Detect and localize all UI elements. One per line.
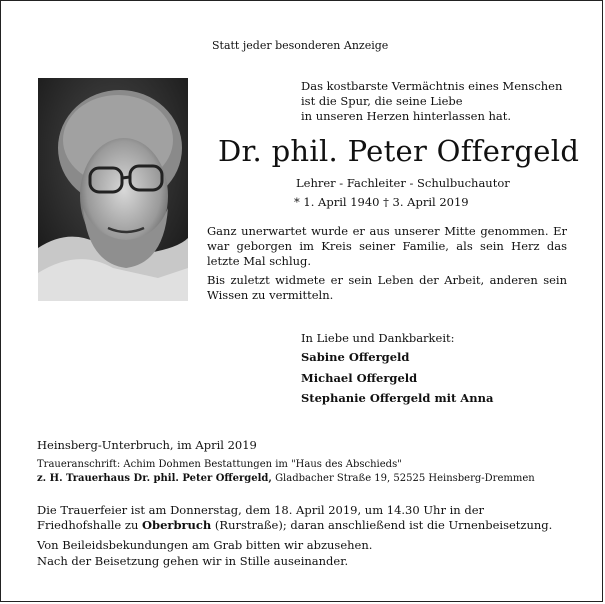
family-member: Stephanie Offergeld mit Anna [301,391,494,405]
condolence-note: Von Beileidsbekundungen am Grab bitten wir abzusehen. [37,538,373,552]
mourning-address: Traueranschrift: Achim Dohmen Bestattungen im "Haus des Abschieds" [37,459,402,470]
life-dates: * 1. April 1940 † 3. April 2019 [294,195,469,209]
family-member: Sabine Offergeld [301,350,410,364]
address-recipient: z. H. Trauerhaus Dr. phil. Peter Offergeld, [37,473,272,484]
header-text: Statt jeder besonderen Anzeige [212,39,389,52]
quote-line: in unseren Herzen hinterlassen hat. [301,109,512,123]
funeral-info [37,503,567,533]
quote-line: Das kostbarste Vermächtnis eines Menschen [301,79,563,93]
deceased-name: Dr. phil. Peter Offergeld [218,134,580,168]
funeral-place: Oberbruch [142,518,212,532]
thanks-heading: In Liebe und Dankbarkeit: [301,331,455,345]
deceased-roles: Lehrer - Fachleiter - Schulbuchautor [296,176,510,190]
quote-line: ist die Spur, die seine Liebe [301,94,463,108]
burial-note: Nach der Beisetzung gehen wir in Stille auseinander. [37,554,349,568]
mourning-address-detail [37,473,535,485]
obituary-paragraph: Bis zuletzt widmete er sein Leben der Arbeit, anderen sein Wissen zu vermitteln. [207,273,567,302]
funeral-info-text: (Rurstraße); daran anschließend ist die Urnenbeisetzung. [211,518,553,532]
address-street: Gladbacher Straße 19, 52525 Heinsberg-Dremmen [271,473,535,484]
obituary-paragraph: Ganz unerwartet wurde er aus unserer Mitte genommen. Er war geborgen im Kreis seiner Familie, als sein Herz das letzte Mal schlug. [207,224,567,268]
place-date: Heinsberg-Unterbruch, im April 2019 [37,438,257,452]
portrait-photo-icon [38,78,188,301]
family-member: Michael Offergeld [301,371,418,385]
memorial-quote [301,79,581,124]
funeral-info-text: Die Trauerfeier ist am Donnerstag, dem 18. April 2019, um 14.30 Uhr in der Friedhofshalle zu [37,503,485,532]
